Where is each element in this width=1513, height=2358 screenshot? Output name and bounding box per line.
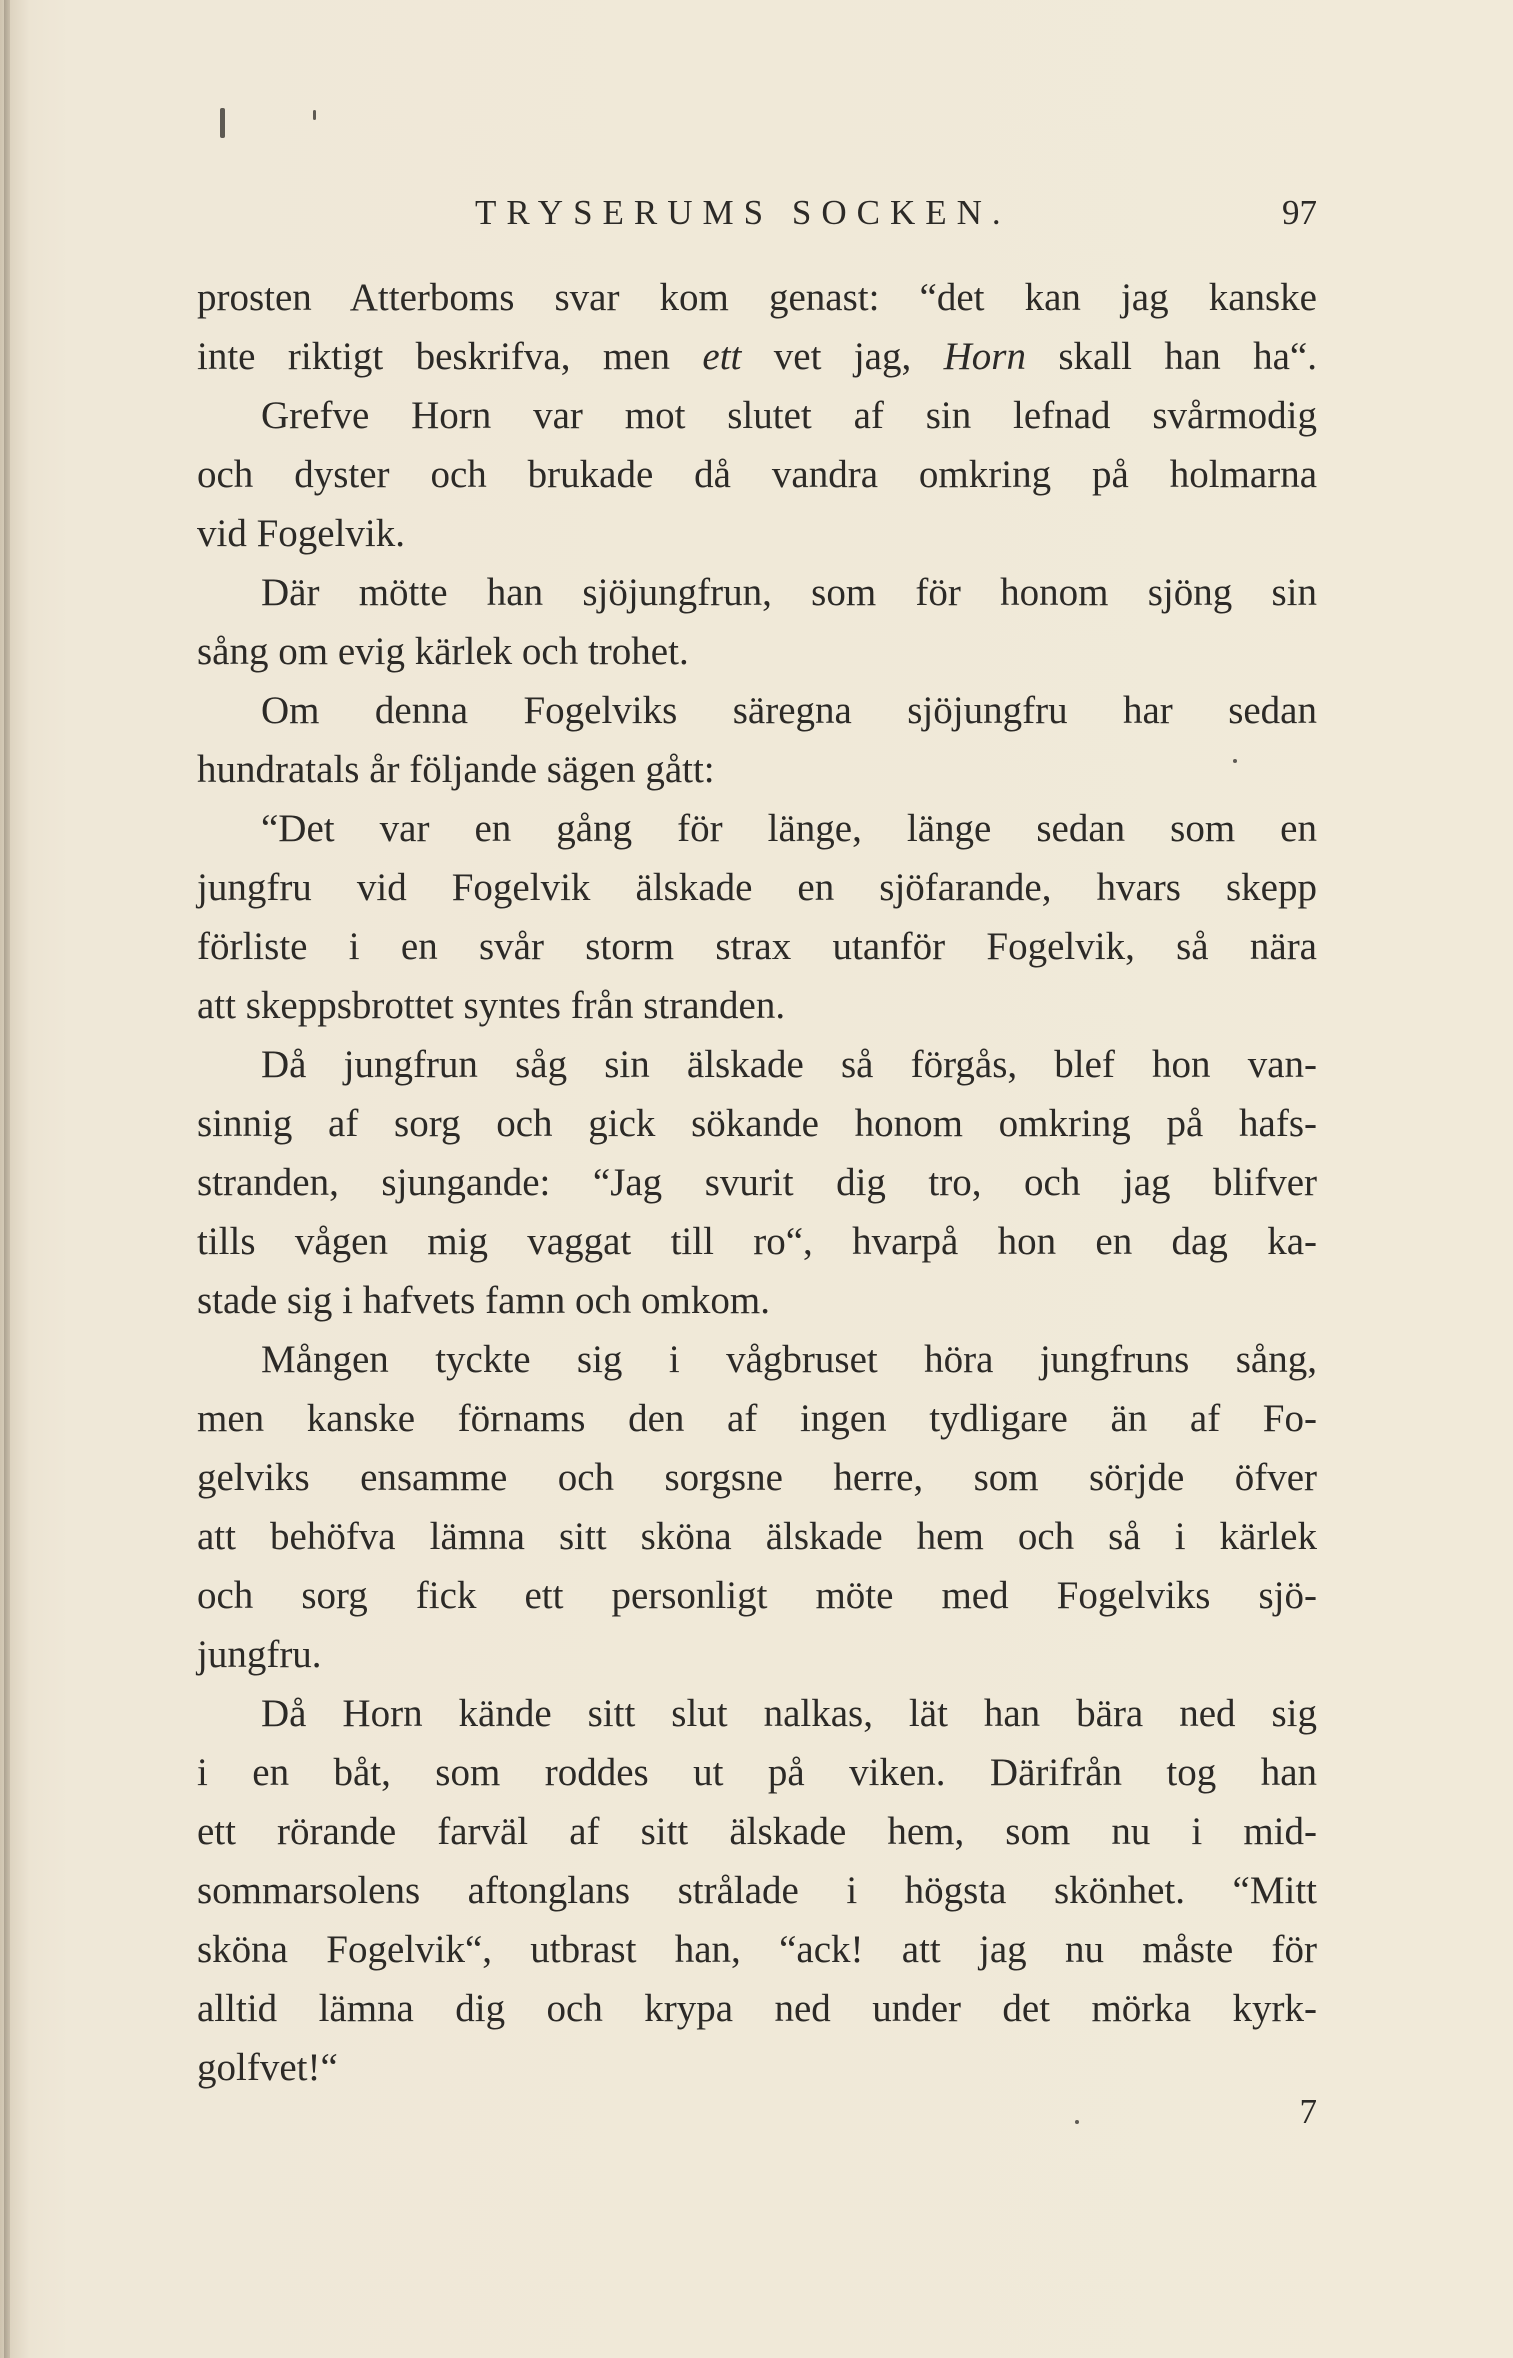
text-line: Där mötte han sjöjungfrun, som för honom sjöng sin bbox=[261, 571, 1317, 614]
text-line: och sorg fick ett personligt möte med Fogelviks sjö- bbox=[197, 1574, 1317, 1617]
text-line: gelviks ensamme och sorgsne herre, som sörjde öfver bbox=[197, 1456, 1317, 1499]
text-line: tills vågen mig vaggat till ro“, hvarpå hon en dag ka- bbox=[197, 1220, 1317, 1263]
page-number: 97 bbox=[1282, 193, 1317, 232]
text-line: sinnig af sorg och gick sökande honom omkring på hafs- bbox=[197, 1102, 1317, 1145]
text-line: ett rörande farväl af sitt älskade hem, som nu i mid- bbox=[197, 1810, 1317, 1853]
text-line bbox=[197, 327, 1317, 386]
ink-speck bbox=[1075, 2120, 1079, 2124]
text-run: vet jag, bbox=[741, 335, 944, 378]
text-line: Mången tyckte sig i vågbruset höra jungfruns sång, bbox=[261, 1338, 1317, 1381]
text-line: sköna Fogelvik“, utbrast han, “ack! att jag nu måste för bbox=[197, 1928, 1317, 1971]
text-run: inte riktigt beskrifva, men bbox=[197, 335, 703, 378]
text-line: men kanske förnams den af ingen tydligare än af Fo- bbox=[197, 1397, 1317, 1440]
text-line: i en båt, som roddes ut på viken. Därifrån tog han bbox=[197, 1751, 1317, 1794]
text-line: prosten Atterboms svar kom genast: “det kan jag kanske bbox=[197, 276, 1317, 319]
text-line: stade sig i hafvets famn och omkom. bbox=[197, 1279, 770, 1322]
emphasis-horn: Horn bbox=[943, 335, 1026, 378]
text-line: jungfru vid Fogelvik älskade en sjöfarande, hvars skepp bbox=[197, 866, 1317, 909]
text-line: sång om evig kärlek och trohet. bbox=[197, 630, 689, 673]
ink-speck bbox=[220, 108, 225, 138]
text-line: hundratals år följande sägen gått: bbox=[197, 748, 715, 791]
body-text bbox=[197, 268, 1317, 2097]
text-line: Grefve Horn var mot slutet af sin lefnad svårmodig bbox=[261, 394, 1317, 437]
text-line: och dyster och brukade då vandra omkring på holmarna bbox=[197, 453, 1317, 496]
text-line: sommarsolens aftonglans strålade i högsta skönhet. “Mitt bbox=[197, 1869, 1317, 1912]
text-line: att behöfva lämna sitt sköna älskade hem och så i kärlek bbox=[197, 1515, 1317, 1558]
text-line: vid Fogelvik. bbox=[197, 512, 406, 555]
text-line: förliste i en svår storm strax utanför Fogelvik, så nära bbox=[197, 925, 1317, 968]
text-line: att skeppsbrottet syntes från stranden. bbox=[197, 984, 786, 1027]
text-line: Då jungfrun såg sin älskade så förgås, blef hon van- bbox=[261, 1043, 1317, 1086]
text-line: “Det var en gång för länge, länge sedan som en bbox=[261, 807, 1317, 850]
text-line: alltid lämna dig och krypa ned under det mörka kyrk- bbox=[197, 1987, 1317, 2030]
text-line: jungfru. bbox=[197, 1633, 322, 1676]
emphasis-ett: ett bbox=[702, 335, 742, 378]
running-head bbox=[197, 188, 1317, 238]
ink-speck bbox=[313, 110, 316, 120]
page-spine-edge bbox=[4, 0, 10, 2358]
text-line: stranden, sjungande: “Jag svurit dig tro, och jag blifver bbox=[197, 1161, 1317, 1204]
text-run: skall han ha“. bbox=[1025, 335, 1317, 378]
text-line: Om denna Fogelviks säregna sjöjungfru har sedan bbox=[261, 689, 1317, 732]
signature-mark: 7 bbox=[1299, 2092, 1317, 2131]
running-head-title: TRYSERUMS SOCKEN. bbox=[475, 193, 1011, 232]
text-line: golfvet!“ bbox=[197, 2046, 338, 2089]
text-line: Då Horn kände sitt slut nalkas, lät han bära ned sig bbox=[261, 1692, 1317, 1735]
